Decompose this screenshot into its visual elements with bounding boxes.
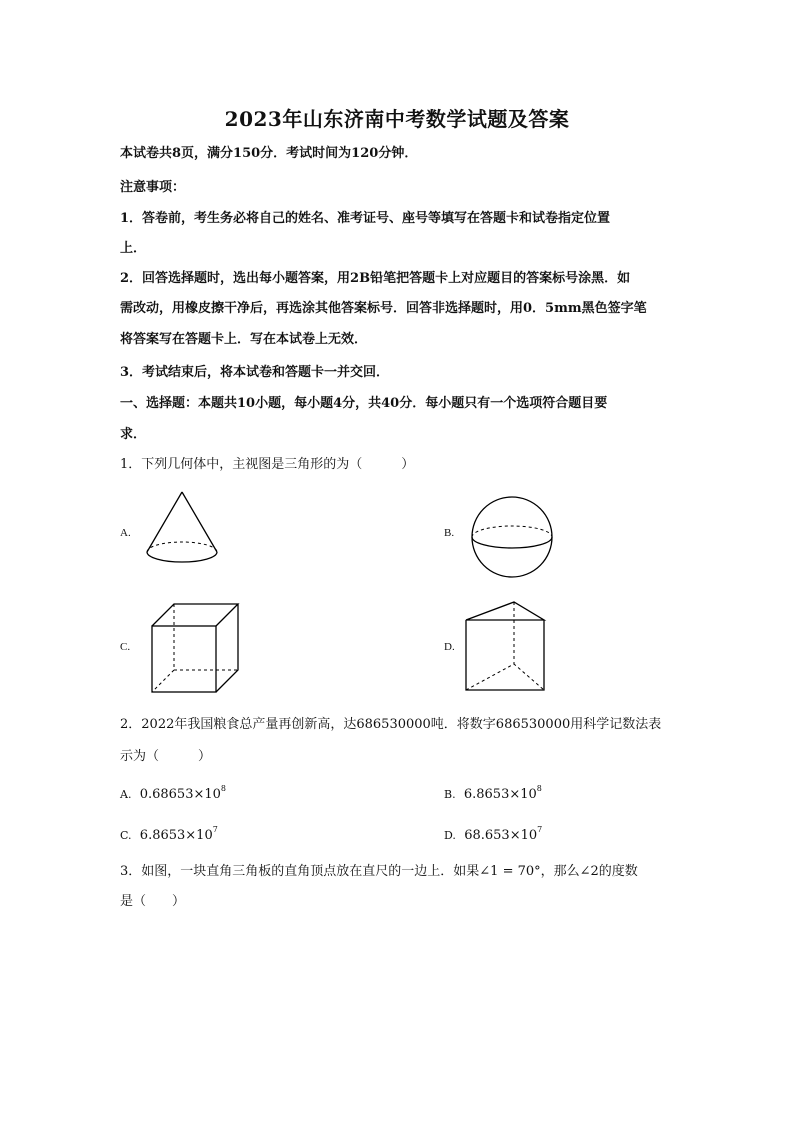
q1-option-c-label: C. — [120, 641, 131, 653]
q2-option-c-value: 6.8653×10 — [139, 828, 213, 843]
q1-option-d-label: D. — [444, 641, 455, 653]
q2-option-d-value: 68.653×10 — [464, 828, 538, 843]
q2-option-a-exp: 8 — [220, 784, 227, 793]
q3-stem-line-2: 是（ ） — [120, 894, 186, 909]
section-1-line-1: 一、选择题：本题共10小题，每小题4分，共40分．每小题只有一个选项符合题目要 — [120, 396, 608, 411]
q2-option-a-value: 0.68653×10 — [139, 787, 221, 802]
q2-option-c — [120, 827, 218, 845]
page-title: 2023年山东济南中考数学试题及答案 — [224, 107, 570, 131]
q2-stem-line-1: 2．2022年我国粮食总产量再创新高，达686530000吨．将数字686530000用科学记数法表 — [120, 717, 662, 732]
q2-option-b — [444, 786, 542, 804]
q2-option-a — [120, 786, 226, 804]
section-1-line-2: 求． — [120, 427, 147, 442]
cone-figure — [140, 490, 230, 580]
q3-stem-line-1: 3．如图，一块直角三角板的直角顶点放在直尺的一边上．如果∠1 = 70°，那么∠2的度数 — [120, 864, 638, 879]
notice-2-line-3: 将答案写在答题卡上．写在本试卷上无效． — [120, 332, 368, 347]
notice-2-line-2: 需改动，用橡皮擦干净后，再选涂其他答案标号．回答非选择题时，用0．5mm黑色签字笔 — [120, 301, 647, 316]
q2-option-d-exp: 7 — [537, 825, 543, 834]
notice-heading: 注意事项： — [120, 180, 186, 195]
triangular-prism-figure — [462, 600, 552, 700]
notice-3: 3．考试结束后，将本试卷和答题卡一并交回． — [120, 365, 390, 380]
q2-stem-line-2: 示为（ ） — [120, 749, 212, 764]
q2-option-a-label: A. — [120, 788, 132, 801]
q2-option-b-exp: 8 — [536, 784, 542, 793]
q2-option-c-exp: 7 — [212, 825, 218, 834]
q2-option-d-label: D. — [444, 829, 456, 842]
sphere-figure — [470, 492, 560, 582]
q2-option-b-label: B. — [444, 788, 456, 801]
q2-option-d — [444, 827, 542, 845]
q2-option-c-label: C. — [120, 829, 132, 842]
q1-stem: 1．下列几何体中，主视图是三角形的为（ ） — [120, 457, 415, 472]
notice-1-line-1: 1．答卷前，考生务必将自己的姓名、准考证号、座号等填写在答题卡和试卷指定位置 — [120, 211, 611, 226]
exam-intro: 本试卷共8页，满分150分．考试时间为120分钟． — [120, 146, 418, 161]
q1-option-a-label: A. — [120, 527, 131, 539]
notice-1-line-2: 上． — [120, 241, 147, 256]
q1-option-b-label: B. — [444, 527, 455, 539]
cube-figure — [150, 602, 250, 702]
q2-option-b-value: 6.8653×10 — [463, 787, 537, 802]
notice-2-line-1: 2．回答选择题时，选出每小题答案，用2B铅笔把答题卡上对应题目的答案标号涂黑．如 — [120, 271, 631, 286]
